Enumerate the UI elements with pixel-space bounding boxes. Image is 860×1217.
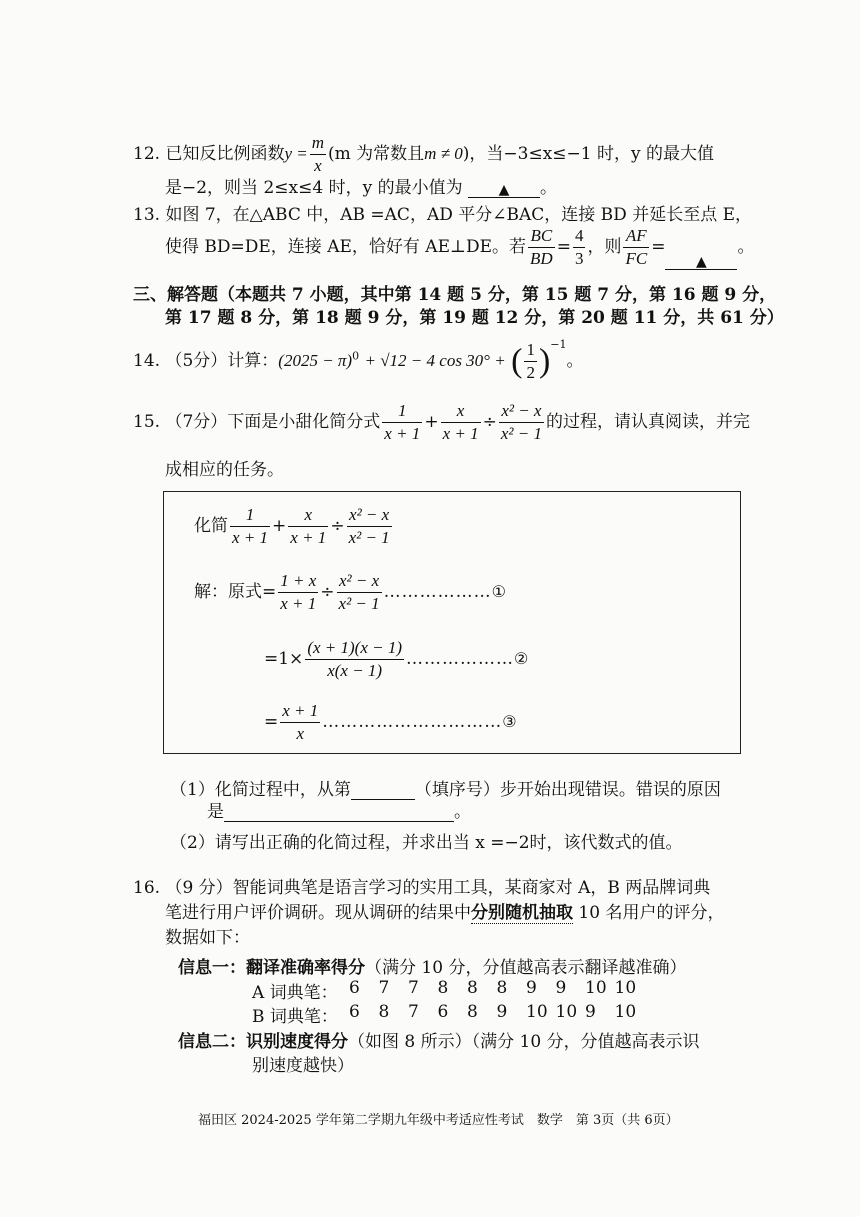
- q16-info2-line2: 别速度越快）: [252, 1056, 354, 1076]
- step3-marker: ③: [502, 712, 517, 731]
- q13-fraction-4-3: $\frac{4}{3}$: [574, 226, 584, 268]
- box-step1: 解：原式= $\frac{1 + x}{x + 1}$ ÷ $\frac{\text{x² − x}}{\text{x² − 1}}$ ………………①: [194, 571, 506, 613]
- score-cell: 6: [349, 978, 360, 998]
- score-cell: 7: [408, 1002, 419, 1022]
- section3-heading-line2: 第 17 题 8 分，第 18 题 9 分，第 19 题 12 分，第 20 题 11 分，共 61 分）: [165, 308, 784, 328]
- q15-number: 15.: [133, 412, 161, 432]
- q12-number: 12.: [133, 144, 161, 164]
- score-cell: 8: [378, 1002, 390, 1022]
- q12-fraction: $\frac{m}{x}$: [311, 133, 325, 175]
- q15-task1-blank-reason[interactable]: [224, 803, 454, 822]
- q16-row-b-values: [349, 1002, 649, 1024]
- score-cell: 6: [437, 1002, 449, 1022]
- score-cell: 6: [349, 1002, 360, 1022]
- q15-line2: 成相应的任务。: [165, 460, 284, 480]
- q12-condition: m ≠ 0: [424, 144, 463, 163]
- score-cell: 7: [408, 978, 419, 998]
- score-cell: 8: [467, 978, 478, 998]
- q16-line2: 笔进行用户评价调研。现从调研的结果中分别随机抽取 10 名用户的评分，: [165, 903, 725, 923]
- score-cell: 8: [496, 978, 508, 998]
- q14-expr1: (2025 − π): [278, 351, 353, 370]
- q15-task1-line2: 是 。: [207, 802, 471, 822]
- q15-task2: （2）请写出正确的化简过程，并求出当 x =−2时，该代数式的值。: [170, 833, 683, 853]
- q16-info1: 信息一：翻译准确率得分（满分 10 分，分值越高表示翻译越准确）: [178, 958, 687, 978]
- page-footer: 福田区 2024-2025 学年第二学期九年级中考适应性考试 数学 第 3页（共 6页）: [198, 1113, 679, 1128]
- step2-marker: ②: [514, 649, 529, 668]
- q12-line2: 是−2，则当 2≤x≤4 时，y 的最小值为 ▲ 。: [165, 178, 557, 198]
- q13-line1: 13. 如图 7，在△ABC 中，AB =AC，AD 平分∠BAC，连接 BD 并延长至点 E，: [133, 205, 753, 225]
- score-cell: 9: [526, 978, 537, 998]
- score-cell: 9: [585, 1002, 596, 1022]
- q16-info2: 信息二：识别速度得分（如图 8 所示）（满分 10 分，分值越高表示识: [178, 1032, 700, 1052]
- box-step2: =1× $\frac{(x + 1)(x - 1)}{x(x - 1)}$ ………………②: [264, 638, 529, 680]
- q12-text-d: y 的最大值: [631, 144, 715, 164]
- score-cell: 7: [378, 978, 390, 998]
- q16-line3: 数据如下：: [165, 928, 250, 948]
- q13-fraction-bc-bd: $\frac{BC}{BD}$: [530, 226, 553, 268]
- q15-task1-line1: （1）化简过程中，从第 （填序号）步开始出现错误。错误的原因: [170, 780, 721, 800]
- q12-line1: [133, 132, 714, 177]
- score-cell: 10: [614, 978, 637, 998]
- q14-expr2: + √12 − 4 cos 30° +: [364, 351, 506, 370]
- q12-text-c: )，当−3≤x≤−1 时，: [462, 144, 632, 164]
- score-cell: 10: [614, 1002, 637, 1022]
- q12-answer-blank: [468, 179, 540, 198]
- q16-emphasis: 分别随机抽取: [471, 903, 573, 923]
- q12-text-b: (m 为常数且: [328, 144, 425, 164]
- q14-half: $\frac{1}{2}$: [526, 340, 535, 382]
- q15-line1: 15. （7分）下面是小甜化简分式 $\frac{1}{x + 1}$ + $\frac{x}{x + 1}$ ÷ $\frac{\text{x² − x}}{\text{x² − 1}}$ 的过程，请认真阅读，并完: [133, 401, 750, 443]
- q13-fraction-af-fc: $\frac{AF}{FC}$: [625, 226, 648, 268]
- q12-y-eq: y =: [284, 144, 308, 163]
- q14-number: 14.: [133, 351, 161, 371]
- score-cell: 9: [555, 978, 567, 998]
- q13-number: 13.: [133, 205, 161, 225]
- answer-triangle-icon: ▲: [498, 182, 510, 198]
- section3-heading-line1: 三、解答题（本题共 7 小题，其中第 14 题 5 分，第 15 题 7 分，第 16 题 9 分，: [133, 285, 777, 305]
- score-cell: 9: [496, 1002, 508, 1022]
- score-cell: 8: [467, 1002, 478, 1022]
- q16-row-b: B 词典笔：: [252, 1007, 338, 1027]
- q16-line1: 16. （9 分）智能词典笔是语言学习的实用工具，某商家对 A，B 两品牌词典: [133, 878, 711, 898]
- q13-line2: 使得 BD=DE，连接 AE，恰好有 AE⊥DE。若 $\frac{BC}{BD}$ = $\frac{4}{3}$ ，则 $\frac{AF}{FC}$ =▲。: [165, 226, 755, 270]
- q16-number: 16.: [133, 878, 161, 898]
- box-title-line: 化简 $\frac{1}{x + 1}$ + $\frac{x}{x + 1}$ ÷ $\frac{\text{x² − x}}{\text{x² − 1}}$: [194, 505, 390, 547]
- q14: 14. （5分）计算：$(2025 - \pi)^0 + √12 - 4$ cos 30° + ( $\frac{1}{2}$ )$^{-1}$。: [133, 338, 584, 382]
- score-cell: 10: [585, 978, 607, 998]
- q15-solution-box: [163, 491, 741, 754]
- q16-row-a: A 词典笔：: [252, 983, 338, 1003]
- score-cell: 10: [526, 1002, 548, 1022]
- box-step3: = $\frac{x + 1}{x}$ …………………………③: [264, 701, 517, 743]
- q12-text-a: 已知反比例函数: [165, 144, 285, 164]
- score-cell: 8: [437, 978, 449, 998]
- score-cell: 10: [555, 1002, 578, 1022]
- q16-row-a-values: [349, 978, 649, 1000]
- answer-triangle-icon: ▲: [696, 254, 707, 270]
- step1-marker: ①: [491, 582, 506, 601]
- q13-answer-blank: [665, 251, 737, 270]
